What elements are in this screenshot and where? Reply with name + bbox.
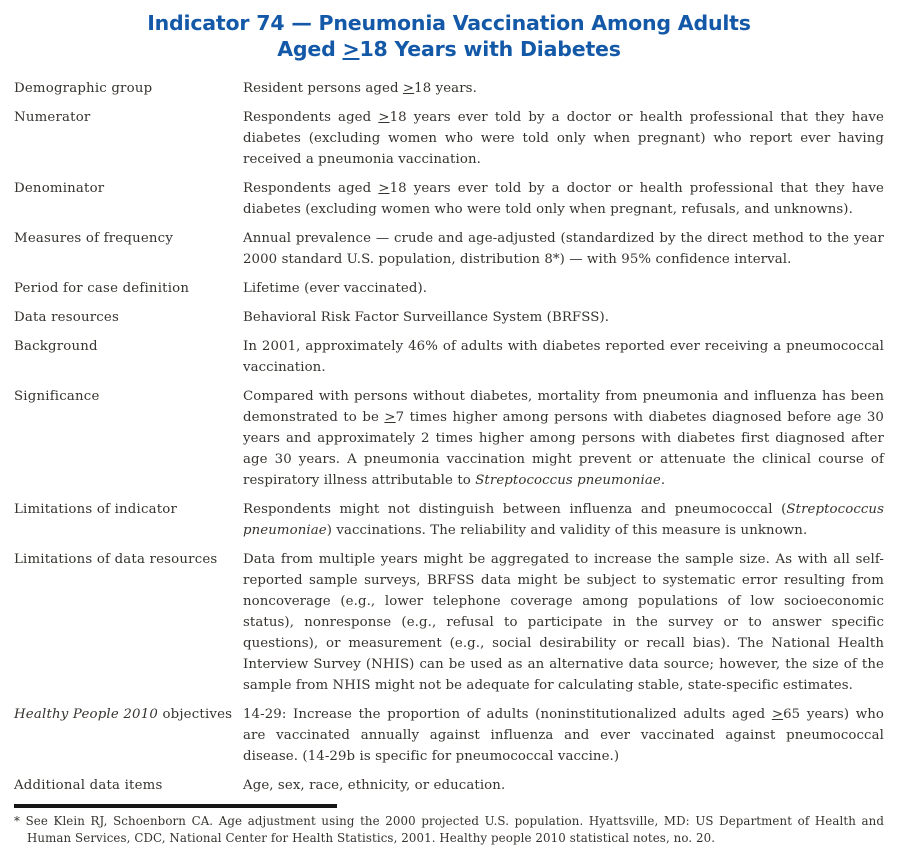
definition-row bbox=[14, 704, 884, 767]
definition-row-label: Data resources bbox=[14, 310, 120, 325]
definition-row-label: Healthy People 2010 objectives bbox=[14, 707, 233, 722]
definition-row bbox=[14, 549, 884, 696]
definition-row-label: Limitations of indicator bbox=[14, 502, 178, 517]
greater-equal-glyph: > bbox=[771, 707, 784, 722]
definition-row-body: Annual prevalence — crude and age-adjusted (standardized by the direct method to the year 2000 standard U.S. population, distribution 8*) — with 95% confidence interval. bbox=[243, 231, 884, 267]
definition-row bbox=[14, 775, 884, 796]
definition-row-label: Numerator bbox=[14, 110, 91, 125]
definition-row-label: Background bbox=[14, 339, 98, 354]
greater-equal-glyph: > bbox=[378, 181, 390, 196]
definition-row bbox=[14, 499, 884, 541]
definition-row bbox=[14, 386, 884, 491]
greater-equal-glyph: > bbox=[378, 110, 390, 125]
definition-row bbox=[14, 336, 884, 378]
definition-row bbox=[14, 228, 884, 270]
page-title bbox=[14, 10, 884, 62]
definition-list bbox=[14, 78, 884, 796]
definition-row-body: Lifetime (ever vaccinated). bbox=[243, 281, 428, 296]
greater-equal-glyph: > bbox=[402, 81, 415, 96]
definition-row-label: Measures of frequency bbox=[14, 231, 174, 246]
definition-row bbox=[14, 278, 884, 299]
definition-row-body: Respondents might not distinguish between influenza and pneumococcal (Streptococcus pneumoniae) vaccinations. The reliability and validity of this measure is unknown. bbox=[243, 502, 884, 538]
definition-row-body: Respondents aged >18 years ever told by a doctor or health professional that they have diabetes (excluding women who were told only when pregnant, refusals, and unknowns). bbox=[243, 181, 884, 217]
footnote-divider-rule bbox=[14, 804, 337, 808]
definition-row-body: Respondents aged >18 years ever told by a doctor or health professional that they have diabetes (excluding women who were told only when pregnant) who report ever having received a pneumonia vaccination. bbox=[243, 110, 884, 167]
page-title-line-2: Aged >18 Years with Diabetes bbox=[277, 37, 621, 61]
definition-row-label: Significance bbox=[14, 389, 100, 404]
greater-equal-glyph: > bbox=[384, 410, 396, 425]
definition-row-body: Compared with persons without diabetes, mortality from pneumonia and influenza has been demonstrated to be >7 times higher among persons with diabetes diagnosed before age 30 years and approximately 2 times higher among persons with diabetes first diagnosed after age 30 years. A pneumonia vaccination might prevent or attenuate the clinical course of respiratory illness attributable to Streptococcus pneumoniae. bbox=[243, 389, 884, 488]
definition-row-label: Additional data items bbox=[14, 778, 163, 793]
definition-row-body: Age, sex, race, ethnicity, or education. bbox=[243, 778, 506, 793]
definition-row-label: Demographic group bbox=[14, 81, 153, 96]
definition-row bbox=[14, 178, 884, 220]
definition-row bbox=[14, 307, 884, 328]
greater-equal-glyph: > bbox=[342, 37, 360, 61]
definition-row-label: Denominator bbox=[14, 181, 105, 196]
footnote: * See Klein RJ, Schoenborn CA. Age adjustment using the 2000 projected U.S. population. Hyattsville, MD: US Department of Health and Human Services, CDC, National Center for Health Statistics, 2001. Healthy people 2010 statistical notes, no. 20. bbox=[14, 814, 884, 845]
definition-row bbox=[14, 78, 884, 99]
definition-row-label: Period for case definition bbox=[14, 281, 190, 296]
definition-row-body: In 2001, approximately 46% of adults with diabetes reported ever receiving a pneumococcal vaccination. bbox=[243, 339, 884, 375]
definition-row bbox=[14, 107, 884, 170]
definition-row-body: Resident persons aged >18 years. bbox=[243, 81, 477, 96]
definition-row-body: 14-29: Increase the proportion of adults (noninstitutionalized adults aged >65 years) who are vaccinated annually against influenza and ever vaccinated against pneumococcal disease. (14-29b is specific for pneumococcal vaccine.) bbox=[243, 707, 884, 764]
page-title-line-1: Indicator 74 — Pneumonia Vaccination Among Adults bbox=[147, 11, 751, 35]
definition-row-label: Limitations of data resources bbox=[14, 552, 218, 567]
definition-row-body: Data from multiple years might be aggregated to increase the sample size. As with all self-reported sample surveys, BRFSS data might be subject to systematic error resulting from noncoverage (e.g., lower telephone coverage among populations of low socioeconomic status), nonresponse (e.g., refusal to participate in the survey or to answer specific questions), or measurement (e.g., social desirability or recall bias). The National Health Interview Survey (NHIS) can be used as an alternative data source; however, the size of the sample from NHIS might not be adequate for calculating stable, state-specific estimates. bbox=[243, 552, 884, 693]
definition-row-body: Behavioral Risk Factor Surveillance System (BRFSS). bbox=[243, 310, 610, 325]
